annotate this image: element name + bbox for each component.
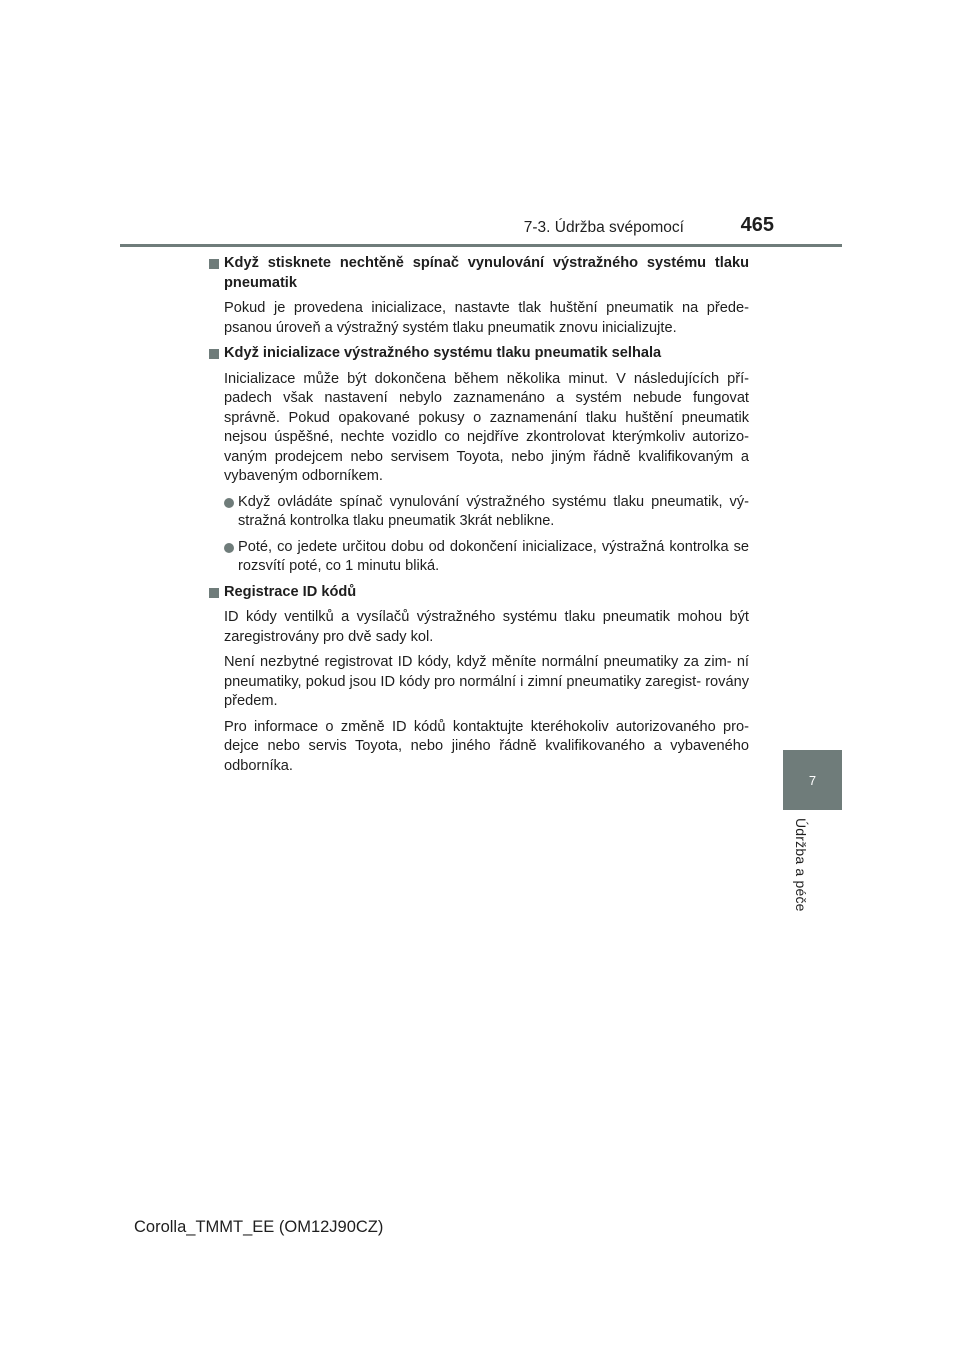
section-heading-text: Když inicializace výstražného systému tlaku pneumatik selhala [224,345,662,361]
section-heading-text: Když stisknete nechtěně spínač vynulování výstražného systému tlaku pneumatik [224,255,749,291]
paragraph: Pokud je provedena inicializace, nastavte tlak huštění pneumatik na přede- psanou úroveň a výstražný systém tlaku pneumatik znovu inicializujte. [224,300,749,336]
square-bullet-icon [209,259,219,269]
chapter-tab-number: 7 [808,772,817,788]
paragraph: Inicializace může být dokončena během několika minut. V následujících pří- padech však nastavení nebylo zaznamenáno a systém nebude fungovat správně. Pokud opakované pokusy o zaznamenání tlaku huštění pneumatik nejsou úspěšné, nechte vozidlo co nejdříve zkontrolovat kterýmkoliv autorizo- vaným prodejcem nebo servisem Toyota, nebo jiným řádně kvalifikovaným a vybaveným odborníkem. [224,370,749,484]
section-initialization-failed [208,344,749,577]
section-heading [208,583,749,603]
bullet-item [224,538,749,577]
section-id-code-registration [208,583,749,777]
section-heading [208,344,749,364]
bullet-item [224,493,749,532]
page-number: 465 [740,214,774,236]
page-content [208,254,749,782]
square-bullet-icon [209,349,219,359]
chapter-title: 7-3. Údržba svépomocí [523,219,684,236]
section-heading [208,254,749,293]
chapter-side-label: Údržba a péče [793,818,809,912]
section-heading-text: Registrace ID kódů [224,583,357,600]
bullet-text: Poté, co jedete určitou dobu od dokončení inicializace, výstražná kontrolka se rozsvítí poté, co 1 minutu bliká. [238,538,749,574]
square-bullet-icon [209,588,219,598]
paragraph: ID kódy ventilků a vysílačů výstražného systému tlaku pneumatik mohou být zaregistrovány pro dvě sady kol. [224,609,749,645]
paragraph: Pro informace o změně ID kódů kontaktujte kteréhokoliv autorizovaného pro- dejce nebo servis Toyota, nebo jiného řádně kvalifikovaného a vybaveného odborníka. [224,718,749,774]
header-divider [120,244,842,247]
document-footer: Corolla_TMMT_EE (OM12J90CZ) [134,1218,384,1236]
bullet-text: Když ovládáte spínač vynulování výstražného systému tlaku pneumatik, vý- stražná kontrolka tlaku pneumatik 3krát neblikne. [238,493,749,529]
section-reset-switch [208,254,749,338]
circle-bullet-icon [224,498,234,508]
chapter-tab[interactable] [783,750,842,810]
circle-bullet-icon [224,543,234,553]
paragraph: Není nezbytné registrovat ID kódy, když měníte normální pneumatiky za zim- ní pneumatiky, pokud jsou ID kódy pro normální i zimní pneumatiky zaregist- rovány předem. [224,654,749,709]
